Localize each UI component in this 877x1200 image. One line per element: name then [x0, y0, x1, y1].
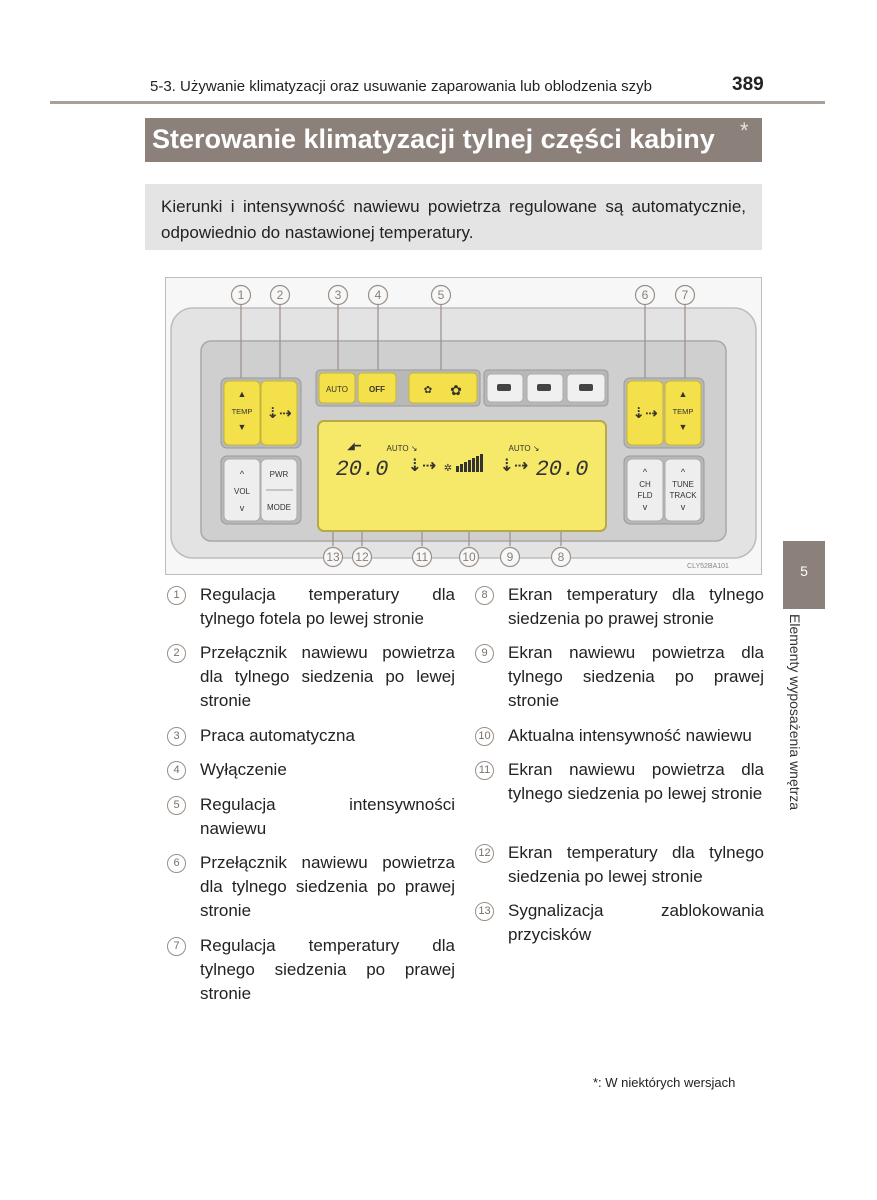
auto-button-label: AUTO — [325, 385, 349, 394]
svg-text:▼: ▼ — [678, 422, 688, 432]
legend-text: Ekran nawiewu powietrza dla tylnego siedzenia po lewej stronie — [508, 760, 764, 803]
climate-panel-figure — [165, 277, 762, 575]
svg-text:v: v — [239, 503, 245, 513]
svg-text:⇣⇢: ⇣⇢ — [266, 405, 292, 422]
svg-text:v: v — [642, 502, 648, 512]
page-number: 389 — [732, 74, 764, 95]
figure-callout-12: 12 — [355, 550, 369, 564]
legend-number: 11 — [475, 761, 494, 780]
svg-text:✲: ✲ — [443, 463, 453, 474]
legend-number: 6 — [167, 854, 186, 873]
svg-text:◢━: ◢━ — [347, 441, 361, 452]
svg-text:AUTO ↘: AUTO ↘ — [508, 444, 540, 453]
figure-callout-6: 6 — [641, 288, 649, 302]
svg-text:CH: CH — [639, 480, 651, 489]
legend-text: Regulacja temperatury dla tylnego siedzenia po prawej stronie — [200, 936, 455, 1003]
svg-text:⇣⇢: ⇣⇢ — [499, 456, 529, 475]
svg-text:^: ^ — [680, 467, 686, 477]
svg-text:20.0: 20.0 — [535, 457, 589, 482]
svg-text:▲: ▲ — [237, 389, 247, 399]
svg-text:✿: ✿ — [423, 385, 433, 396]
legend-number: 10 — [475, 727, 494, 746]
figure-callout-8: 8 — [557, 550, 565, 564]
svg-text:✿: ✿ — [450, 382, 462, 398]
legend-text: Regulacja temperatury dla tylnego fotela po lewej stronie — [200, 585, 455, 628]
figure-callout-10: 10 — [462, 550, 476, 564]
running-header: 5-3. Używanie klimatyzacji oraz usuwanie zaparowania lub oblodzenia szyb — [150, 78, 652, 95]
svg-text:⇣⇢: ⇣⇢ — [407, 456, 437, 475]
figure-callout-11: 11 — [415, 550, 429, 564]
svg-text:TUNE: TUNE — [672, 480, 694, 489]
legend-number: 8 — [475, 586, 494, 605]
svg-text:PWR: PWR — [269, 470, 289, 479]
legend-number: 9 — [475, 644, 494, 663]
legend-number: 12 — [475, 844, 494, 863]
svg-text:20.0: 20.0 — [335, 457, 389, 482]
figure-callout-9: 9 — [506, 550, 514, 564]
figure-callout-3: 3 — [334, 288, 342, 302]
legend-number: 5 — [167, 796, 186, 815]
chapter-tab — [783, 541, 825, 609]
chapter-number: 5 — [800, 563, 808, 579]
svg-text:MODE: MODE — [267, 503, 291, 512]
figure-callout-1: 1 — [237, 288, 245, 302]
footnote: *: W niektórych wersjach — [593, 1075, 736, 1090]
svg-text:AUTO ↘: AUTO ↘ — [386, 444, 418, 453]
legend-number: 13 — [475, 902, 494, 921]
legend-number: 2 — [167, 644, 186, 663]
legend-number: 1 — [167, 586, 186, 605]
legend-text: Ekran nawiewu powietrza dla tylnego siedzenia po prawej stronie — [508, 643, 764, 710]
svg-text:TRACK: TRACK — [669, 491, 697, 500]
climate-panel-illustration — [166, 278, 761, 574]
legend-text: Praca automatyczna — [200, 726, 355, 745]
svg-text:⇣⇢: ⇣⇢ — [632, 405, 658, 422]
legend-number: 3 — [167, 727, 186, 746]
figure-callout-5: 5 — [437, 288, 445, 302]
legend-text: Regulacja intensywności nawiewu — [200, 795, 455, 838]
svg-text:▲: ▲ — [678, 389, 688, 399]
svg-text:v: v — [680, 502, 686, 512]
title-asterisk: * — [740, 118, 749, 143]
legend-text: Sygnalizacja zablokowania przycisków — [508, 901, 764, 944]
svg-text:^: ^ — [239, 469, 245, 479]
intro-box — [145, 184, 762, 250]
svg-text:^: ^ — [642, 467, 648, 477]
intro-text: Kierunki i intensywność nawiewu powietrza regulowane są automatycznie, odpowiednio do nastawionej temperatury. — [161, 197, 746, 242]
figure-callout-4: 4 — [374, 288, 382, 302]
legend-text: Wyłączenie — [200, 760, 287, 779]
svg-text:OFF: OFF — [369, 385, 385, 394]
legend-text: Aktualna intensywność nawiewu — [508, 726, 752, 745]
figure-callout-2: 2 — [276, 288, 284, 302]
figure-code: CLY52BA101 — [687, 563, 729, 570]
legend-text: Ekran temperatury dla tylnego siedzenia po prawej stronie — [508, 585, 764, 628]
figure-callout-7: 7 — [681, 288, 689, 302]
legend-text: Przełącznik nawiewu powietrza dla tylnego siedzenia po lewej stronie — [200, 643, 455, 710]
header-rule — [50, 101, 825, 104]
temp-label-left: TEMP — [231, 407, 253, 416]
chapter-label: Elementy wyposażenia wnętrza — [787, 614, 803, 811]
legend-number: 4 — [167, 761, 186, 780]
page-title: Sterowanie klimatyzacji tylnej części kabiny — [152, 124, 715, 154]
svg-text:TEMP: TEMP — [672, 407, 694, 416]
legend-number: 7 — [167, 937, 186, 956]
svg-text:VOL: VOL — [233, 487, 251, 496]
figure-callout-13: 13 — [326, 550, 340, 564]
chapter-side-label — [783, 614, 803, 864]
legend-text: Przełącznik nawiewu powietrza dla tylnego siedzenia po prawej stronie — [200, 853, 455, 920]
svg-text:FLD: FLD — [637, 491, 653, 500]
svg-text:▼: ▼ — [237, 422, 247, 432]
legend-text: Ekran temperatury dla tylnego siedzenia po lewej stronie — [508, 843, 764, 886]
